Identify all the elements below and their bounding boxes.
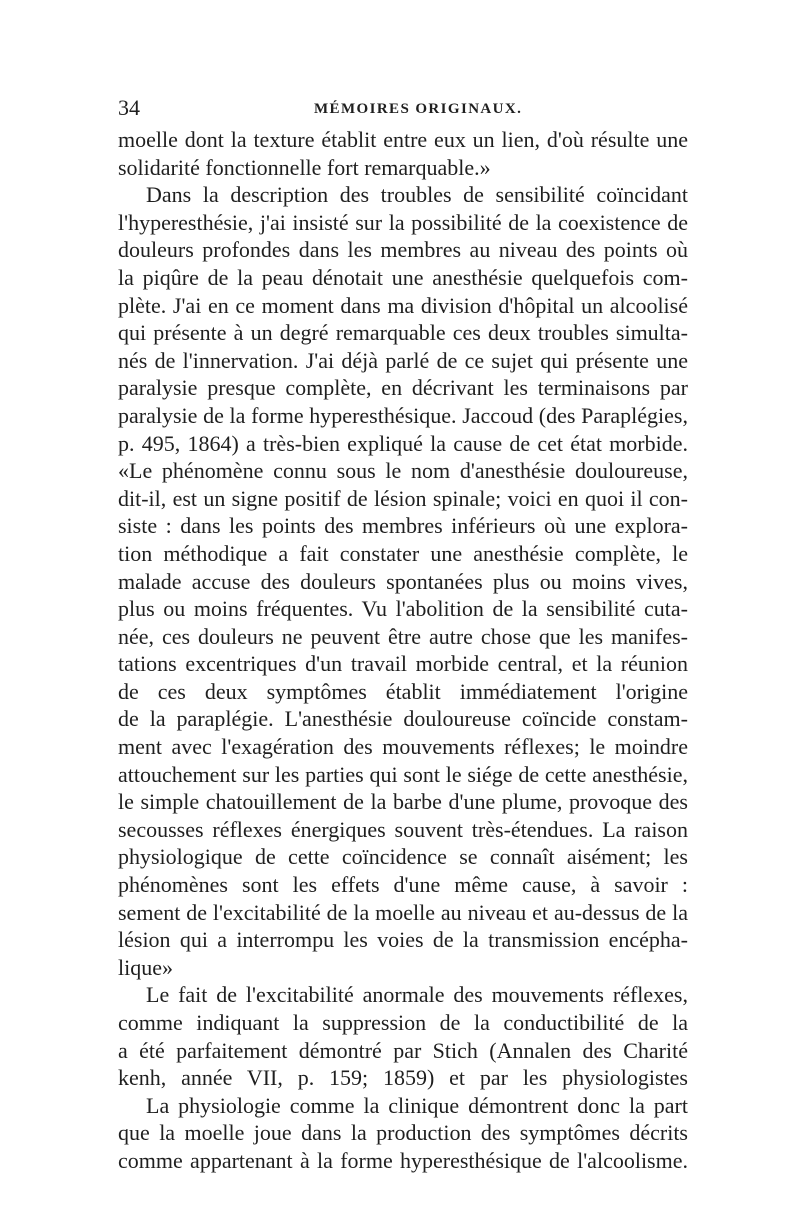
text-line: kenh, année VII, p. 159; 1859) et par les physiologistes [118, 1065, 688, 1091]
text-line: solidarité fonctionnelle fort remarquable.» [118, 154, 491, 180]
page-number: 34 [118, 95, 140, 120]
text-line: La physiologie comme la clinique démontrent donc la part [146, 1092, 688, 1118]
text-line: secousses réflexes énergiques souvent très-étendues. La raison [118, 816, 688, 842]
text-line: comme indiquant la suppression de la conductibilité de la [118, 1010, 688, 1035]
text-line: attouchement sur les parties qui sont le siége de cette anesthésie, [118, 761, 688, 787]
text-line: douleurs profondes dans les membres au niveau des points où [118, 237, 688, 263]
text-line: plète. J'ai en ce moment dans ma division d'hôpital un alcoolisé [118, 292, 688, 318]
page-header [118, 95, 688, 121]
text-line: de ces deux symptômes établit immédiatement l'origine [118, 678, 688, 704]
text-line: siste : dans les points des membres inférieurs où une explora- [118, 513, 688, 539]
text-line: paralysie presque complète, en décrivant les terminaisons par [118, 375, 688, 401]
text-line: que la moelle joue dans la production des symptômes décrits [118, 1120, 688, 1146]
text-line: dit-il, est un signe positif de lésion spinale; voici en quoi il con- [118, 485, 688, 511]
text-line: l'hyperesthésie, j'ai insisté sur la possibilité de la coexistence de [118, 209, 688, 235]
text-line: a été parfaitement démontré par Stich (Annalen des Charité [118, 1037, 688, 1063]
text-line: moelle dont la texture établit entre eux un lien, d'où résulte une [118, 127, 688, 152]
text-line: paralysie de la forme hyperesthésique. Jaccoud (des Paraplégies, [118, 402, 688, 428]
text-line: Le fait de l'excitabilité anormale des mouvements réflexes, [146, 982, 688, 1008]
text-line: p. 495, 1864) a très-bien expliqué la cause de cet état morbide. [118, 430, 688, 456]
text-line: de la paraplégie. L'anesthésie douloureuse coïncide constam- [118, 706, 688, 732]
text-line: tations excentriques d'un travail morbide central, et la réunion [118, 651, 688, 677]
text-line: née, ces douleurs ne peuvent être autre chose que les manifes- [118, 623, 688, 649]
text-line: sement de l'excitabilité de la moelle au niveau et au-dessus de la [118, 899, 688, 925]
text-line: lique» [118, 954, 173, 980]
text-line: «Le phénomène connu sous le nom d'anesthésie douloureuse, [118, 458, 688, 484]
text-line: tion méthodique a fait constater une anesthésie complète, le [118, 540, 688, 566]
text-line: malade accuse des douleurs spontanées plus ou moins vives, [118, 568, 688, 594]
text-line: physiologique de cette coïncidence se connaît aisément; les [118, 844, 688, 870]
text-line: lésion qui a interrompu les voies de la transmission encépha- [118, 927, 688, 953]
text-line: plus ou moins fréquentes. Vu l'abolition de la sensibilité cuta- [118, 596, 688, 622]
text-line: ment avec l'exagération des mouvements réflexes; le moindre [118, 734, 688, 760]
text-line: nés de l'innervation. J'ai déjà parlé de ce sujet qui présente une [118, 347, 688, 373]
text-line: la piqûre de la peau dénotait une anesthésie quelquefois com- [118, 264, 688, 290]
text-line: qui présente à un degré remarquable ces deux troubles simulta- [118, 320, 688, 346]
running-title: MÉMOIRES ORIGINAUX. [314, 101, 523, 117]
text-line: comme appartenant à la forme hyperesthésique de l'alcoolisme. [118, 1147, 688, 1173]
body-text [118, 126, 688, 1175]
text-line: Dans la description des troubles de sensibilité coïncidant [146, 182, 688, 208]
text-line: phénomènes sont les effets d'une même cause, à savoir : [118, 872, 688, 898]
text-line: le simple chatouillement de la barbe d'une plume, provoque des [118, 789, 688, 815]
